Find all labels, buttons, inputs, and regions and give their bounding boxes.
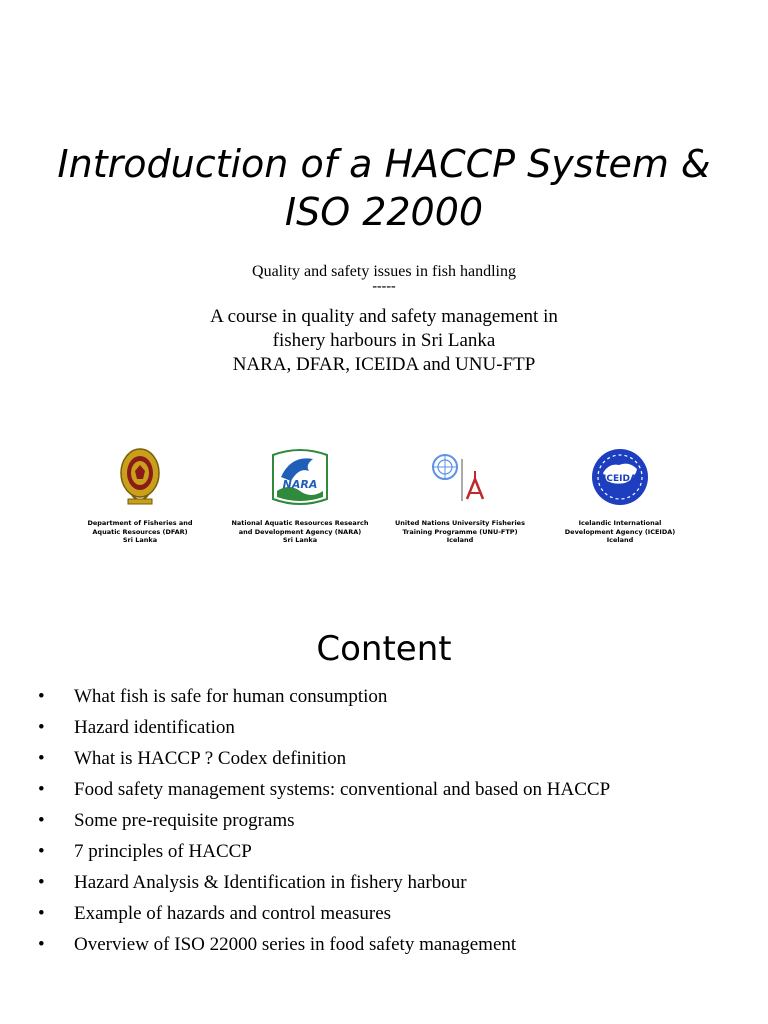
bullet-icon: • bbox=[38, 810, 45, 831]
bullet-icon: • bbox=[38, 748, 45, 769]
list-item bbox=[38, 681, 748, 712]
unu-ftp-caption bbox=[380, 519, 540, 545]
bullet-icon: • bbox=[38, 779, 45, 800]
content-list bbox=[38, 681, 748, 960]
list-item bbox=[38, 712, 748, 743]
list-item bbox=[38, 898, 748, 929]
course-topic: Quality and safety issues in fish handling bbox=[252, 263, 516, 280]
bullet-icon: • bbox=[38, 903, 45, 924]
list-item-text: 7 principles of HACCP bbox=[74, 841, 252, 862]
subtitle-separator: ----- bbox=[372, 279, 396, 294]
list-item-text: Hazard Analysis & Identification in fishery harbour bbox=[74, 872, 467, 893]
course-description-line-2: fishery harbours in Sri Lanka bbox=[272, 330, 496, 351]
course-description-line-3: NARA, DFAR, ICEIDA and UNU-FTP bbox=[232, 354, 536, 375]
list-item-text: Hazard identification bbox=[74, 717, 235, 738]
iceida-logo-text: ICEIDA bbox=[603, 474, 637, 484]
partner-unu-ftp bbox=[380, 445, 540, 545]
partner-logos bbox=[60, 445, 700, 565]
list-item-text: Example of hazards and control measures bbox=[74, 903, 392, 924]
partner-dfar bbox=[60, 445, 220, 545]
partner-iceida bbox=[540, 445, 700, 545]
course-description bbox=[0, 305, 768, 377]
list-item bbox=[38, 805, 748, 836]
list-item-text: What fish is safe for human consumption bbox=[74, 686, 388, 707]
iceida-logo-icon bbox=[589, 447, 651, 507]
list-item-text: Food safety management systems: conventional and based on HACCP bbox=[74, 779, 611, 800]
bullet-icon: • bbox=[38, 934, 45, 955]
iceida-caption-line-3: Iceland bbox=[606, 536, 634, 544]
unu-ftp-caption-line-1: United Nations University Fisheries bbox=[395, 519, 525, 527]
slide-title-line-1: Introduction of a HACCP System & bbox=[57, 142, 711, 186]
sri-lanka-emblem-icon bbox=[118, 445, 162, 509]
nara-logo-icon bbox=[269, 447, 331, 507]
bullet-icon: • bbox=[38, 841, 45, 862]
list-item-text: Overview of ISO 22000 series in food safety management bbox=[74, 934, 517, 955]
bullet-icon: • bbox=[38, 686, 45, 707]
unu-ftp-logo-icon bbox=[429, 449, 491, 505]
course-description-line-1: A course in quality and safety management in bbox=[210, 306, 558, 327]
list-item-text: Some pre-requisite programs bbox=[74, 810, 295, 831]
unu-ftp-caption-line-3: Iceland bbox=[446, 536, 474, 544]
content-heading: Content bbox=[316, 629, 452, 669]
nara-caption-line-1: National Aquatic Resources Research bbox=[231, 519, 369, 527]
iceida-caption bbox=[540, 519, 700, 545]
list-item bbox=[38, 743, 748, 774]
nara-logo-text: NARA bbox=[282, 478, 318, 491]
slide-title bbox=[20, 140, 748, 236]
list-item bbox=[38, 774, 748, 805]
bullet-icon: • bbox=[38, 872, 45, 893]
dfar-caption bbox=[60, 519, 220, 545]
partner-nara bbox=[220, 445, 380, 545]
nara-caption-line-3: Sri Lanka bbox=[282, 536, 318, 544]
iceida-caption-line-2: Development Agency (ICEIDA) bbox=[564, 527, 676, 536]
list-item bbox=[38, 929, 748, 960]
dfar-caption-line-1: Department of Fisheries and bbox=[87, 519, 193, 527]
dfar-caption-line-3: Sri Lanka bbox=[122, 536, 158, 544]
slide-title-line-2: ISO 22000 bbox=[284, 190, 484, 234]
dfar-caption-line-2: Aquatic Resources (DFAR) bbox=[92, 527, 188, 536]
nara-caption-line-2: and Development Agency (NARA) bbox=[238, 527, 362, 536]
list-item bbox=[38, 867, 748, 898]
nara-caption bbox=[220, 519, 380, 545]
iceida-caption-line-1: Icelandic International bbox=[578, 519, 662, 527]
bullet-icon: • bbox=[38, 717, 45, 738]
list-item bbox=[38, 836, 748, 867]
list-item-text: What is HACCP ? Codex definition bbox=[74, 748, 347, 769]
unu-ftp-caption-line-2: Training Programme (UNU-FTP) bbox=[402, 527, 518, 536]
